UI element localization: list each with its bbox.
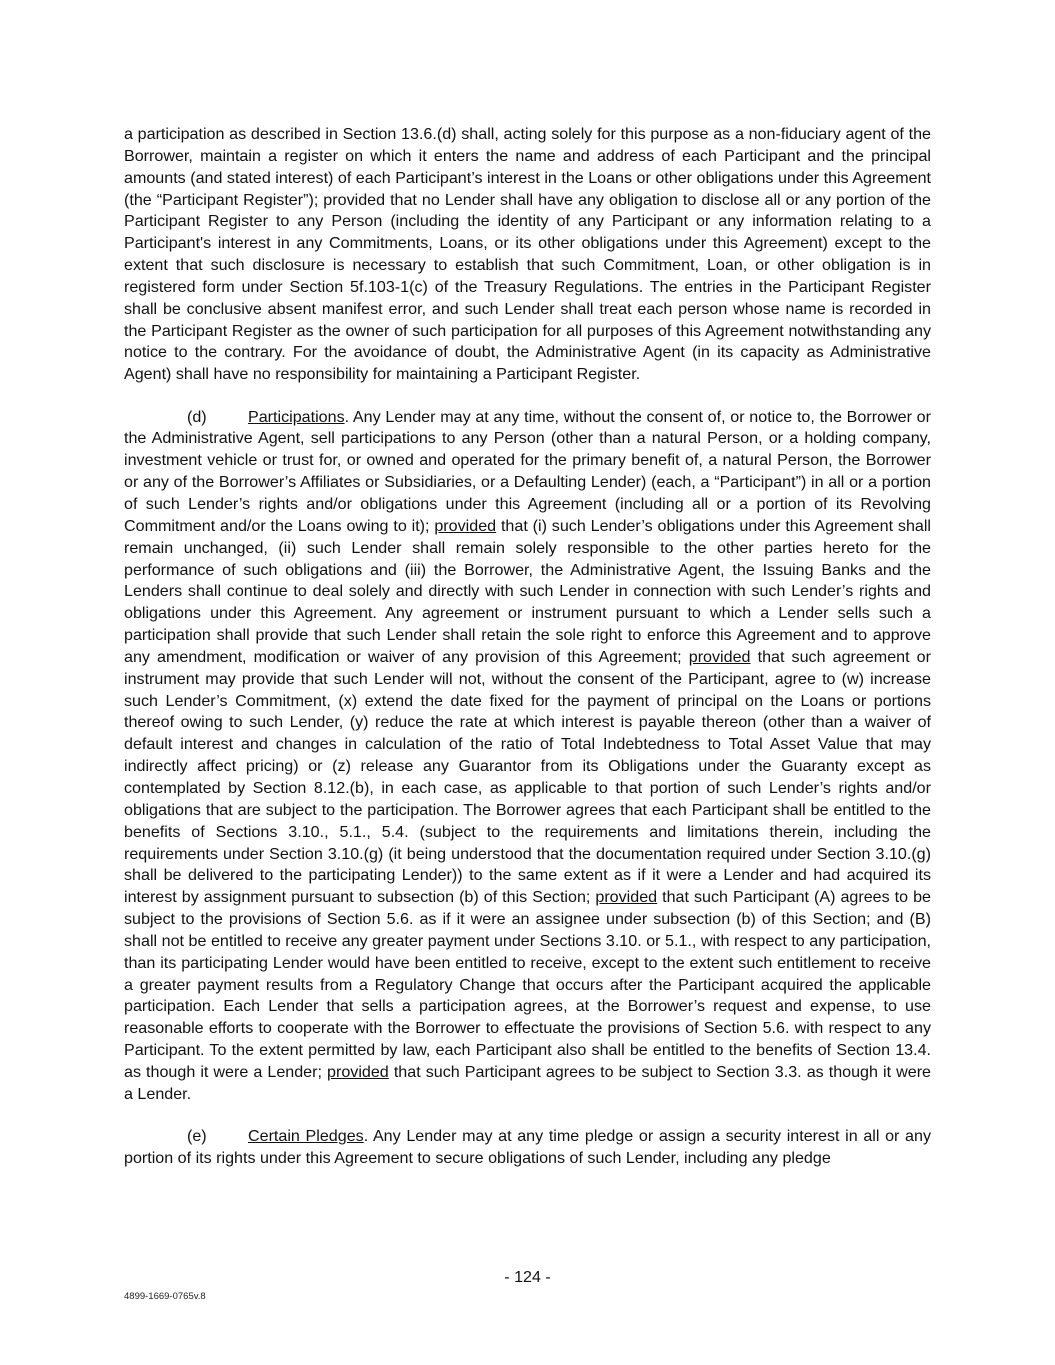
paragraph-participant-register (124, 124, 931, 386)
section-marker-e: (e) (187, 1127, 207, 1146)
page-number: - 124 - (504, 1268, 551, 1286)
paragraph-text: a participation as described in Section 13.6.(d) shall, acting solely for this purpose as a non-fiduciary agent of the Borrower, maintain a register on which it enters the name and address of each Participant and the principal amounts (and stated interest) of each Participant’s interest in the Loans or other obligations under this Agreement (the “Participant Register”); provided that no Lender shall have any obligation to disclose all or any portion of the Participant Register to any Person (including the identity of any Participant or any information relating to a Participant's interest in any Commitments, Loans, or its other obligations under this Agreement) except to the extent that such disclosure is necessary to establish that such Commitment, Loan, or other obligation is in registered form under Section 5f.103-1(c) of the Treasury Regulations. The entries in the Participant Register shall be conclusive absent manifest error, and such Lender shall treat each person whose name is recorded in the Participant Register as the owner of such participation for all purposes of this Agreement notwithstanding any notice to the contrary. For the avoidance of doubt, the Administrative Agent (in its capacity as Administrative Agent) shall have no responsibility for maintaining a Participant Register. (124, 125, 931, 384)
section-heading-certain-pledges: Certain Pledges (248, 1127, 364, 1146)
paragraph-text: that (i) such Lender’s obligations under this Agreement shall remain unchanged, (ii) such Lender shall remain solely responsible to the other parties hereto for the performance of such obligations and (iii) the Borrower, the Administrative Agent, the Issuing Banks and the Lenders shall continue to deal solely and directly with such Lender in connection with such Lender’s rights and obligations under this Agreement. Any agreement or instrument pursuant to which a Lender sells such a participation shall provide that such Lender shall retain the sole right to enforce this Agreement and to approve any amendment, modification or waiver of any provision of this Agreement; (124, 516, 931, 666)
section-marker-d: (d) (187, 407, 207, 426)
document-id: 4899-1669-0765v.8 (124, 1291, 206, 1302)
provided-term: provided (434, 516, 497, 535)
provided-term: provided (688, 647, 751, 666)
paragraph-text: . Any Lender may at any time, without the consent of, or notice to, the Borrower or the Administrative Agent, sell participations to any Person (other than a natural Person, or a holding company, investment vehicle or trust for, or owned and operated for the primary benefit of, a natural Person, the Borrower or any of the Borrower’s Affiliates or Subsidiaries, or a Defaulting Lender) (each, a “Participant”) in all or a portion of such Lender’s rights and/or obligations under this Agreement (including all or a portion of its Revolving Commitment and/or the Loans owing to it); (124, 407, 931, 535)
paragraph-d-participations (124, 407, 931, 1106)
section-heading-participations: Participations (248, 407, 345, 426)
paragraph-text: that such Participant (A) agrees to be subject to the provisions of Section 5.6. as if it were an assignee under subsection (b) of this Section; and (B) shall not be entitled to receive any greater payment under Sections 3.10. or 5.1., with respect to any participation, than its participating Lender would have been entitled to receive, except to the extent such entitlement to receive a greater payment results from a Regulatory Change that occurs after the Participant acquired the applicable participation. Each Lender that sells a participation agrees, at the Borrower’s request and expense, to use reasonable efforts to cooperate with the Borrower to effectuate the provisions of Section 5.6. with respect to any Participant. To the extent permitted by law, each Participant also shall be entitled to the benefits of Section 13.4. as though it were a Lender; (124, 888, 931, 1081)
paragraph-text: that such Participant agrees to be subject to Section 3.3. as though it were a Lender. (124, 1062, 931, 1103)
provided-term: provided (595, 888, 658, 907)
paragraph-text: that such agreement or instrument may provide that such Lender will not, without the consent of the Participant, agree to (w) increase such Lender’s Commitment, (x) extend the date fixed for the payment of principal on the Loans or portions thereof owing to such Lender, (y) reduce the rate at which interest is payable thereon (other than a waiver of default interest and changes in calculation of the ratio of Total Indebtedness to Total Asset Value that may indirectly affect pricing) or (z) release any Guarantor from its Obligations under the Guaranty except as contemplated by Section 8.12.(b), in each case, as applicable to that portion of such Lender’s rights and/or obligations that are subject to the participation. The Borrower agrees that each Participant shall be entitled to the benefits of Sections 3.10., 5.1., 5.4. (subject to the requirements and limitations therein, including the requirements under Section 3.10.(g) (it being understood that the documentation required under Section 3.10.(g) shall be delivered to the participating Lender)) to the same extent as if it were a Lender and had acquired its interest by assignment pursuant to subsection (b) of this Section; (124, 647, 931, 907)
provided-term: provided (327, 1062, 389, 1081)
paragraph-text: . Any Lender may at any time pledge or assign a security interest in all or any portion of its rights under this Agreement to secure obligations of such Lender, including any pledge (124, 1127, 931, 1167)
paragraph-e-certain-pledges (124, 1126, 931, 1170)
document-body (124, 124, 931, 1190)
